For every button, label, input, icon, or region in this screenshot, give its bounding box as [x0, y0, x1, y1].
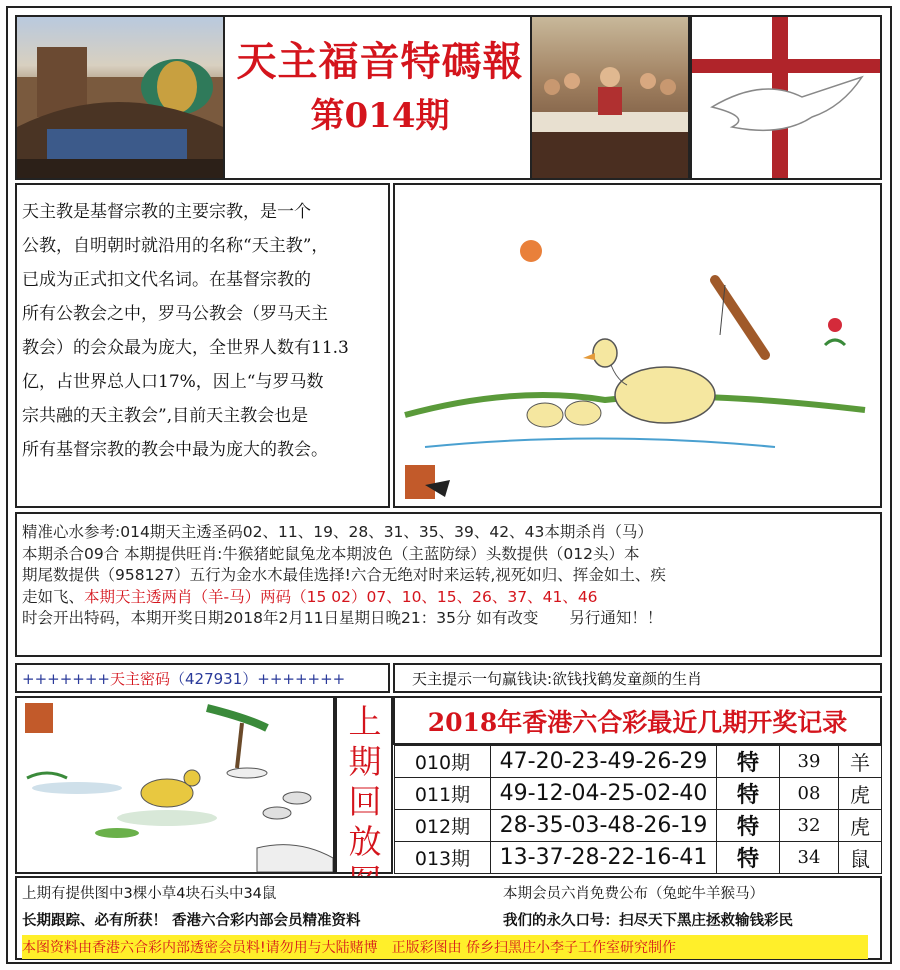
numbers-cell: 13-37-28-22-16-41 — [491, 842, 717, 874]
painting-figures-icon — [532, 17, 688, 178]
zodiac-cell: 虎 — [839, 778, 882, 810]
table-row — [395, 778, 882, 810]
issue-number: 第014期 — [310, 96, 450, 136]
intro-line: 宗共融的天主教会”,目前天主教会也是 — [22, 406, 309, 426]
numbers-cell: 47-20-23-49-26-29 — [491, 746, 717, 778]
last-supper-painting — [530, 15, 690, 180]
special-cell: 34 — [780, 842, 839, 874]
intro-text — [22, 195, 382, 467]
numbers-cell: 28-35-03-48-26-19 — [491, 810, 717, 842]
prediction-line: 期尾数提供（958127）五行为金水木最佳选择!六合无绝对时来运转,视死如归、挥金如土、疾 — [22, 566, 666, 584]
duck-pond-icon — [395, 185, 880, 506]
footer-right-2: 我们的永久口号：扫尽天下黑庄拯救输钱彩民 — [503, 913, 793, 929]
replay-label: 上期回放 — [348, 702, 382, 861]
prediction-highlight: 本期天主透两肖（羊-马）两码（15 02）07、10、15、26、37、41、46 — [84, 587, 598, 606]
te-cell: 特 — [717, 810, 780, 842]
secret-code-label: 天主密码 — [109, 670, 170, 688]
cross-dove-image — [690, 15, 882, 180]
replay-image — [15, 696, 335, 874]
footer-left-2: 长期跟踪、必有所获！ 香港六合彩内部会员精准资料 — [22, 913, 361, 929]
footer-right-1: 本期会员六肖免费公布（兔蛇牛羊猴马） — [503, 886, 764, 902]
special-cell: 39 — [780, 746, 839, 778]
cross-dove-icon — [692, 17, 880, 178]
footer-left-1: 上期有提供图中3棵小草4块石头中34鼠 — [22, 886, 277, 902]
intro-line: 所有基督宗教的教会中最为庞大的教会。 — [22, 440, 328, 460]
intro-line: 教会）的会众最为庞大，全世界人数有11.3 — [22, 338, 349, 358]
issue-cell: 010期 — [395, 746, 491, 778]
secret-code-suffix: +++++++ — [257, 670, 346, 688]
intro-line: 天主教是基督宗教的主要宗教，是一个 — [22, 202, 311, 222]
numbers-cell: 49-12-04-25-02-40 — [491, 778, 717, 810]
church-building-icon — [17, 17, 223, 178]
special-cell: 08 — [780, 778, 839, 810]
footer-banner: 本图资料由香港六合彩内部透密会员料!请勿用与大陆赌博 正版彩图由 侨乡扫黑庄小李子工作室研究制作 — [22, 935, 868, 959]
prediction-line — [22, 587, 878, 609]
special-cell: 32 — [780, 810, 839, 842]
intro-line: 亿，占世界总人口17%，因上“与罗马数 — [22, 372, 324, 392]
te-cell: 特 — [717, 778, 780, 810]
prediction-line: 时会开出特码，本期开奖日期2018年2月11日星期日晚21：35分 如有改变 另行通知！！ — [22, 609, 663, 627]
table-row — [395, 842, 882, 874]
draw-record-table — [394, 745, 882, 874]
secret-code-value: （427931） — [170, 670, 258, 688]
prediction-text — [22, 522, 878, 630]
duck-illustration — [393, 183, 882, 508]
zodiac-cell: 虎 — [839, 810, 882, 842]
record-title: 2018年香港六合彩最近几期开奖记录 — [427, 708, 848, 737]
issue-cell: 011期 — [395, 778, 491, 810]
prediction-line: 精准心水参考:014期天主透圣码02、11、19、28、31、35、39、42、43本期杀肖（马） — [22, 523, 653, 541]
table-row — [395, 746, 882, 778]
prediction-line: 本期杀合09合 本期提供旺肖:牛猴猪蛇鼠兔龙本期波色（主蓝防绿）头数提供（012头）本 — [22, 544, 640, 563]
te-cell: 特 — [717, 842, 780, 874]
church-photo — [15, 15, 225, 180]
intro-line: 已成为正式扣文代名词。在基督宗教的 — [22, 270, 311, 290]
zodiac-cell: 羊 — [839, 746, 882, 778]
tip-text: 天主提示一句赢钱诀:欲钱找鹤发童颜的生肖 — [412, 670, 703, 688]
intro-line: 公教，自明朝时就沿用的名称“天主教”， — [22, 236, 329, 256]
intro-line: 所有公教会之中，罗马公教会（罗马天主 — [22, 304, 328, 324]
deer-scene-icon — [17, 698, 333, 872]
issue-cell: 012期 — [395, 810, 491, 842]
secret-code — [22, 668, 345, 689]
prediction-line-text: 走如飞、 — [22, 587, 85, 606]
page-title: 天主福音特碼報 — [236, 38, 524, 85]
secret-code-prefix: +++++++ — [22, 670, 110, 688]
te-cell: 特 — [717, 746, 780, 778]
zodiac-cell: 鼠 — [839, 842, 882, 874]
issue-cell: 013期 — [395, 842, 491, 874]
table-row — [395, 810, 882, 842]
